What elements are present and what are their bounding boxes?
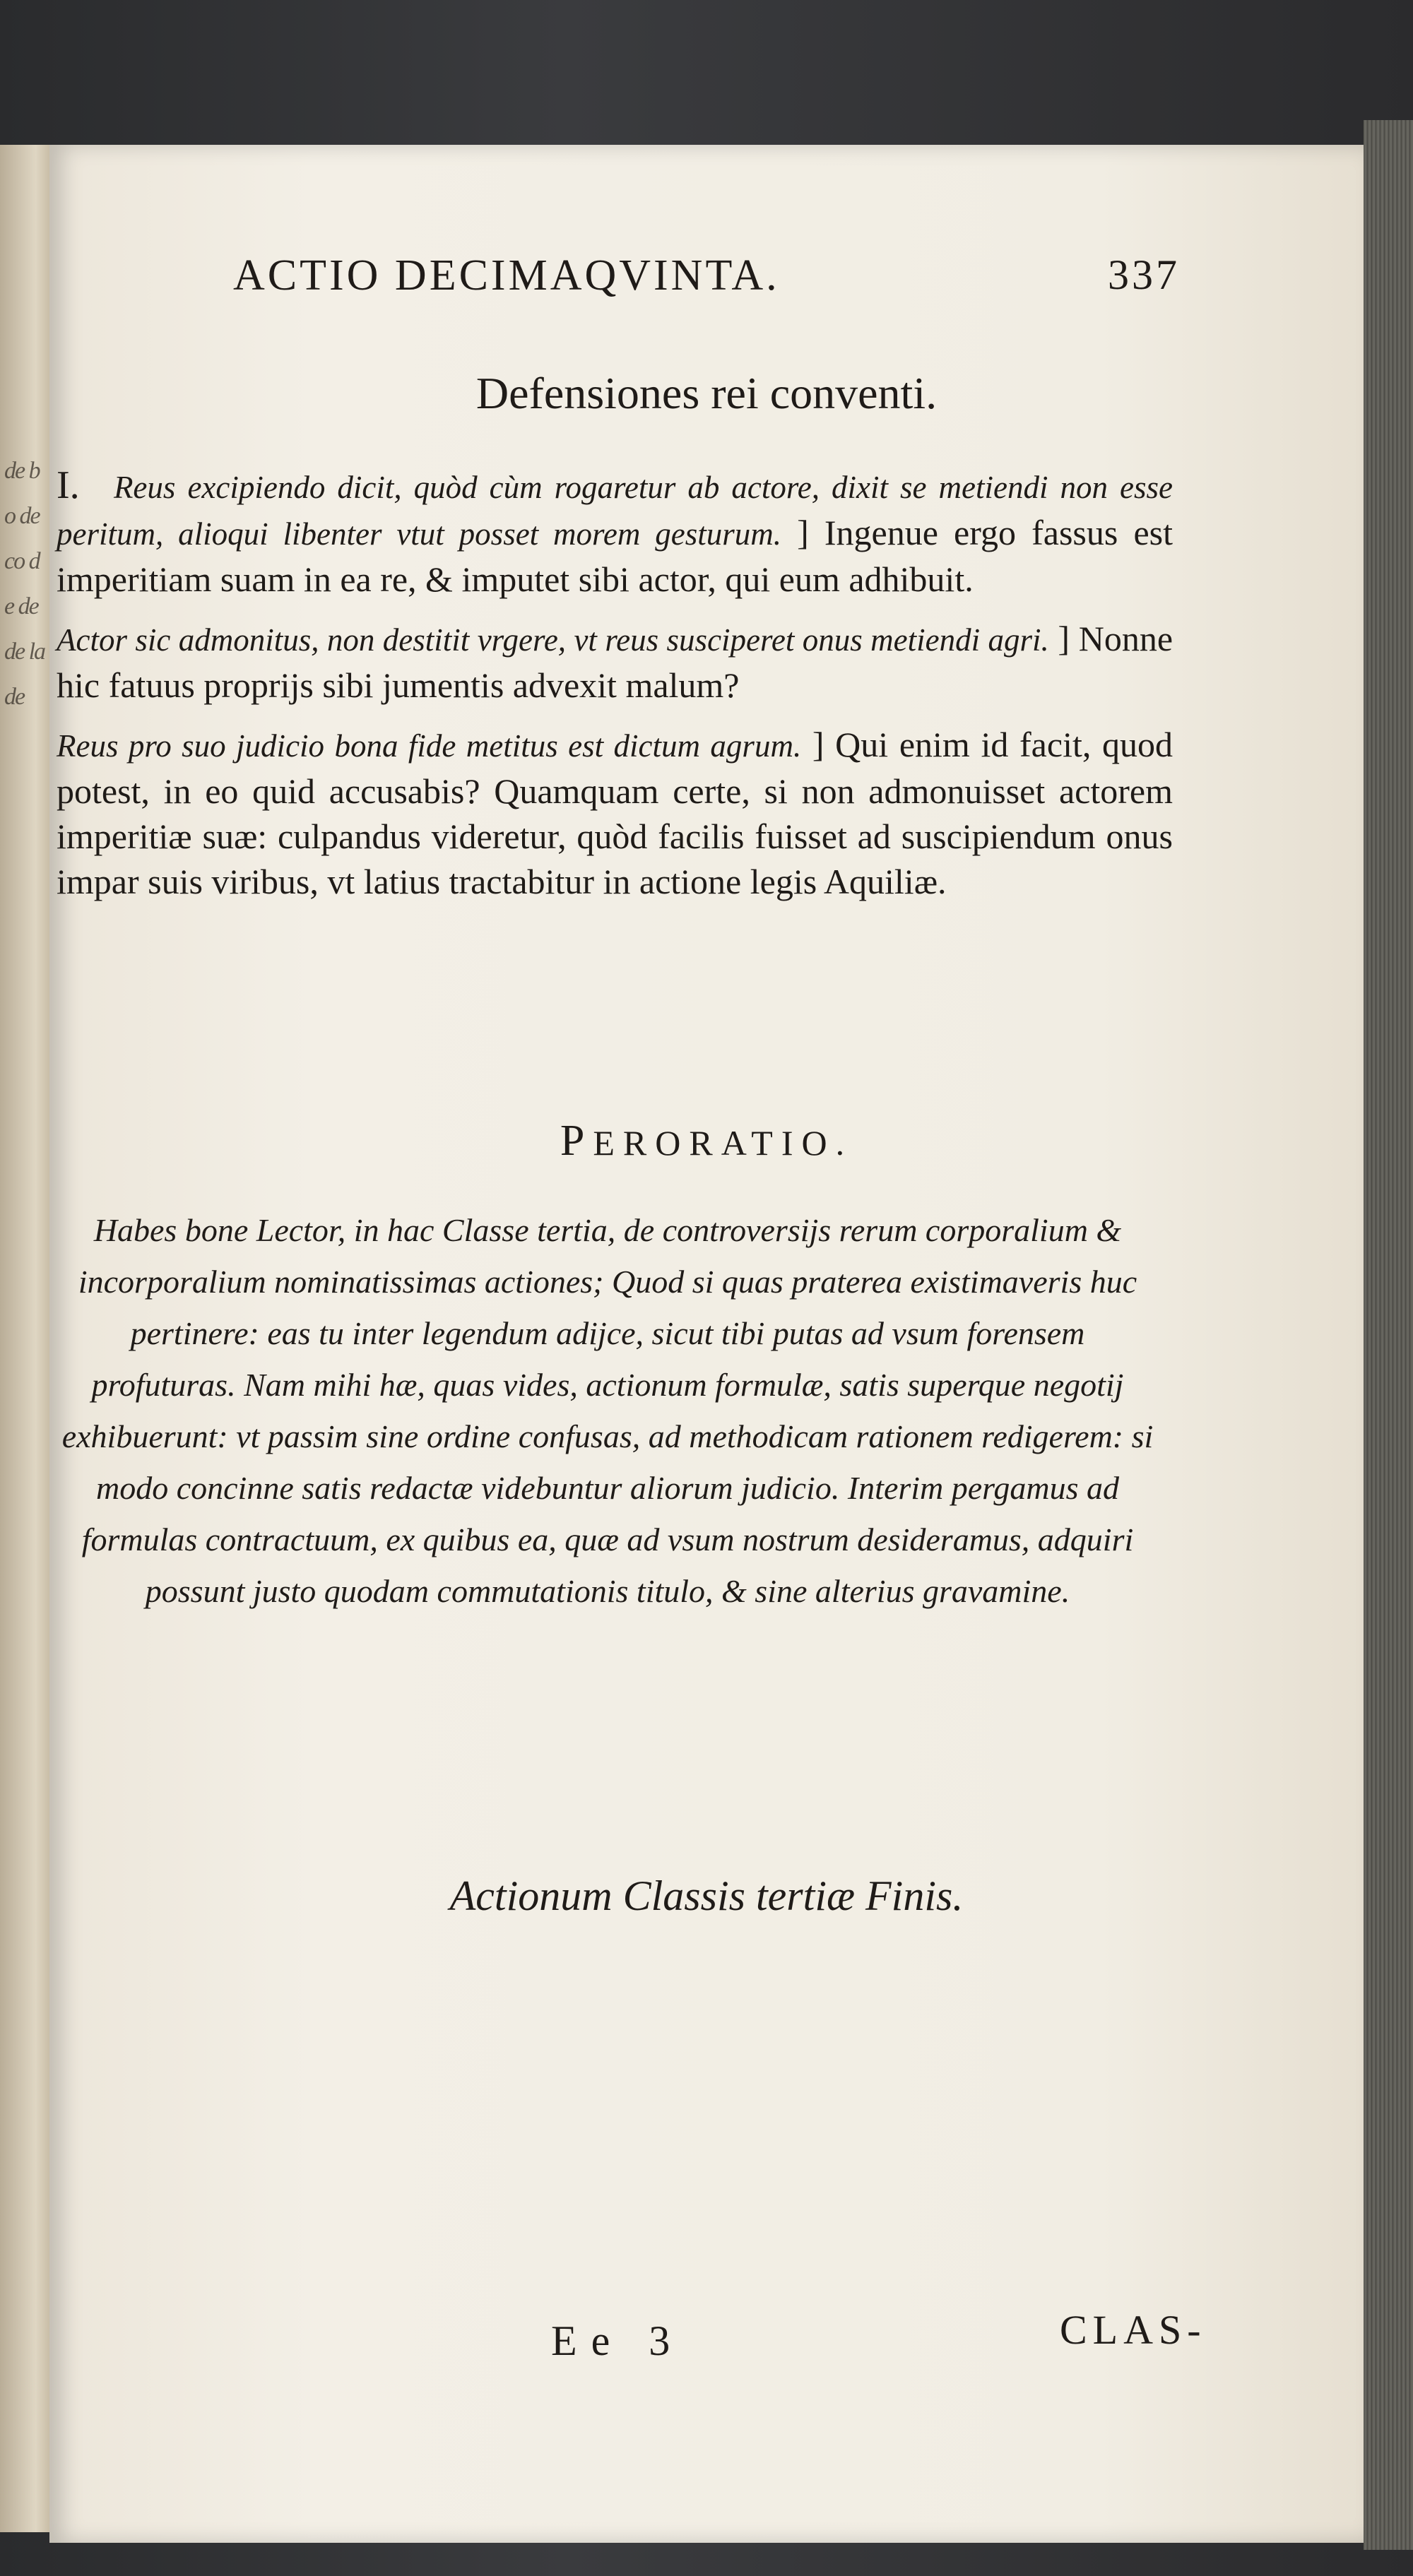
peroratio-initial: P <box>560 1117 593 1165</box>
paragraph <box>57 722 1173 904</box>
paragraph-number: I. <box>57 463 80 507</box>
previous-page-text-fragment: de bo de co de de de la de <box>4 458 45 710</box>
paragraph-lemma: Reus excipiendo dicit, quòd cùm rogaretur ab actore, dixit se metiendi non esse peritum, alioqui libenter vtut posset morem gesturum. <box>57 470 1173 552</box>
previous-page-edge <box>0 145 51 2532</box>
page-block-edges <box>1364 120 1413 2550</box>
page-number: 337 <box>1108 251 1180 298</box>
body-text <box>57 463 1173 918</box>
finis-line: Actionum Classis tertiæ Finis. <box>449 1872 964 1919</box>
paragraph-text: ] Ingenue ergo fassus est imperitiam suam in ea re, & imputet sibi actor, qui eum adhibuit. <box>57 513 1173 599</box>
peroratio-title-rest: ERORATIO. <box>593 1123 853 1163</box>
section-title: Defensiones rei conventi. <box>475 368 938 418</box>
paragraph <box>57 616 1173 708</box>
running-title: ACTIO DECIMAQVINTA. <box>233 251 780 299</box>
peroratio-text: Habes bone Lector, in hac Classe tertia, de controversijs rerum corporalium & incorporalium nominatissimas actiones; Quod si quas praterea existimaveris huc pertinere: eas tu inter legendum adijce, sicut tibi putas ad vsum forensem profuturas. Nam mihi hæ, quas vides, actionum formulæ, satis superque negotij exhibuerunt: vt passim sine ordine confusas, ad methodicam rationem redigerem: si modo concinne satis redactæ videbuntur aliorum judicio. Interim pergamus ad formulas contractuum, ex quibus ea, quæ ad vsum nostrum desideramus, adquiri possunt justo quodam commutationis titulo, & sine alterius gravamine. <box>61 1212 1154 1609</box>
paragraph-lemma: Actor sic admonitus, non destitit vrgere, vt reus susciperet onus metiendi agri. <box>57 622 1049 658</box>
peroratio-heading <box>0 1116 1413 1166</box>
paragraph-text: ] Nonne hic fatuus proprijs sibi jumentis advexit malum? <box>57 619 1173 705</box>
paragraph-lemma: Reus pro suo judicio bona fide metitus est dictum agrum. <box>57 728 802 764</box>
running-header <box>233 251 1180 314</box>
paragraph-text: ] Qui enim id facit, quod potest, in eo quid accusabis? Quamquam certe, si non admonuisset actorem imperitiæ suæ: culpandus videretur, quòd facilis fuisset ad suscipiendum onus impar suis viribus, vt latius tractabitur in actione legis Aquiliæ. <box>57 725 1173 901</box>
catchword: CLAS- <box>1060 2307 1207 2353</box>
signature-mark: Ee 3 <box>551 2317 685 2364</box>
paragraph <box>57 463 1173 602</box>
